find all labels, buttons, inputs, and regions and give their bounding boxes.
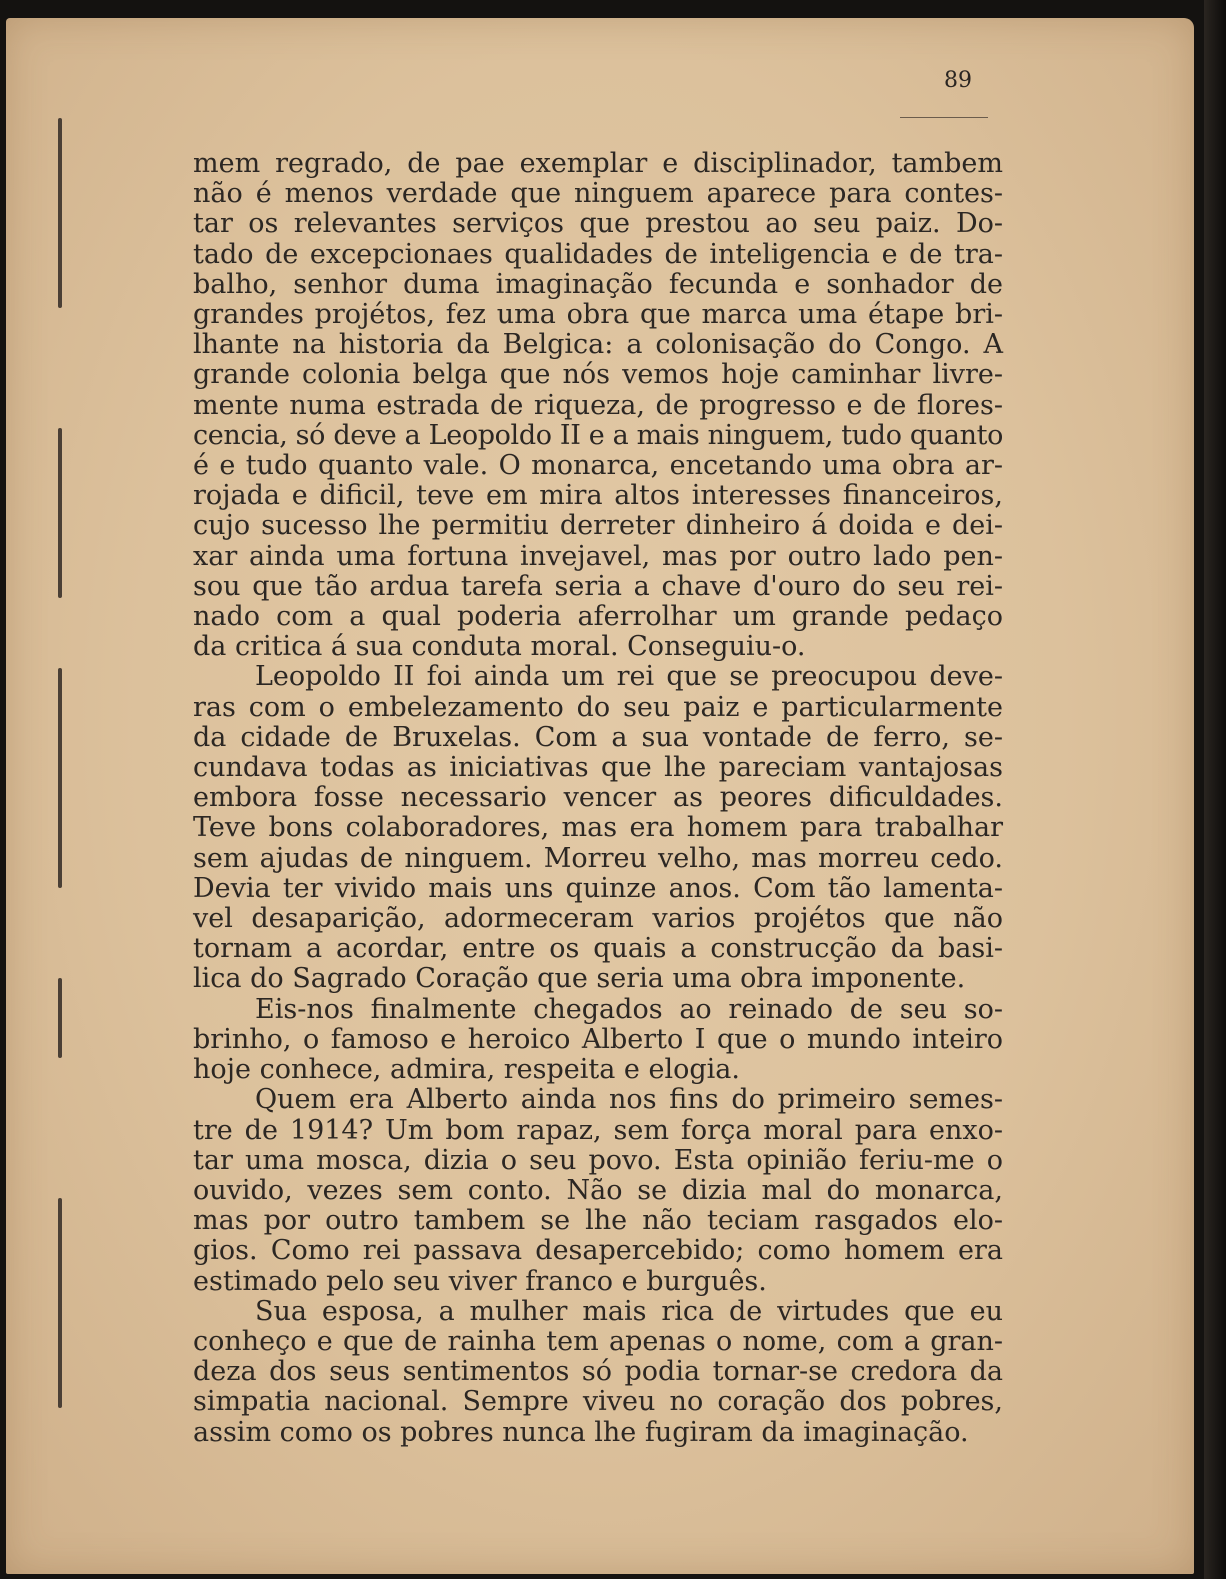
binding-mark — [58, 1198, 62, 1408]
text-line: balho, senhor duma imaginação fecunda e sonhador de — [193, 268, 1003, 300]
text-line: lica do Sagrado Coração que seria uma obra imponente. — [193, 963, 966, 995]
text-line: ras com o embelezamento do seu paiz e particularmente — [193, 691, 1003, 723]
text-line: deza dos seus sentimentos só podia tornar-se credora da — [193, 1356, 1003, 1388]
text-line: cundava todas as iniciativas que lhe pareciam vantajosas — [193, 752, 1003, 784]
text-line: nado com a qual poderia aferrolhar um grande pedaço — [193, 601, 1003, 633]
text-line: vel desaparição, adormeceram varios projétos que não — [193, 903, 1003, 935]
text-line: da critica á sua conduta moral. Conseguiu-o. — [193, 631, 806, 663]
text-line: brinho, o famoso e heroico Alberto I que o mundo inteiro — [193, 1023, 1003, 1055]
text-line: xar ainda uma fortuna invejavel, mas por outro lado pen- — [193, 540, 1003, 572]
text-line: Eis-nos finalmente chegados ao reinado de seu so- — [255, 993, 1003, 1025]
text-line: grandes projétos, fez uma obra que marca uma étape bri- — [193, 299, 1003, 331]
text-line: embora fosse necessario vencer as peores dificuldades. — [193, 782, 1003, 814]
text-line: cujo sucesso lhe permitiu derreter dinheiro á doida e dei- — [193, 510, 1003, 542]
text-line: cencia, só deve a Leopoldo II e a mais ninguem, tudo quanto — [193, 419, 1003, 451]
binding-mark — [58, 118, 62, 308]
binding-mark — [58, 668, 62, 888]
binding-mark — [58, 428, 62, 598]
binding-mark — [58, 978, 62, 1058]
text-line: Leopoldo II foi ainda um rei que se preocupou deve- — [255, 661, 1003, 693]
text-line: assim como os pobres nunca lhe fugiram da imaginação. — [193, 1416, 969, 1448]
text-line: conheço e que de rainha tem apenas o nome, com a gran- — [193, 1325, 1003, 1357]
text-line: mente numa estrada de riqueza, de progresso e de flores- — [193, 389, 1003, 421]
text-line: tar os relevantes serviços que prestou ao seu paiz. Do- — [193, 208, 1003, 240]
body-text — [193, 149, 1003, 1448]
text-line: Devia ter vivido mais uns quinze anos. Com tão lamenta- — [193, 872, 1003, 904]
text-line: hoje conhece, admira, respeita e elogia. — [193, 1054, 740, 1086]
text-line: mem regrado, de pae exemplar e disciplinador, tambem — [193, 148, 1003, 179]
text-line: tar uma mosca, dizia o seu povo. Esta opinião feriu-me o — [193, 1144, 1003, 1176]
text-line: Teve bons colaboradores, mas era homem para trabalhar — [193, 812, 1003, 844]
text-line: grande colonia belga que nós vemos hoje caminhar livre- — [193, 359, 1003, 391]
text-line: sem ajudas de ninguem. Morreu velho, mas morreu cedo. — [193, 842, 1003, 874]
text-line: Quem era Alberto ainda nos fins do primeiro semes- — [255, 1084, 1003, 1116]
text-line: tre de 1914? Um bom rapaz, sem força moral para enxo- — [193, 1114, 1003, 1146]
text-line: tornam a acordar, entre os quais a construcção da basi- — [193, 933, 1003, 965]
text-line: da cidade de Bruxelas. Com a sua vontade de ferro, se- — [193, 721, 1003, 753]
text-line: rojada e dificil, teve em mira altos interesses financeiros, — [193, 480, 1003, 512]
page-right-edge — [1204, 0, 1226, 1579]
page-number: 89 — [944, 68, 972, 93]
text-line: simpatia nacional. Sempre viveu no coração dos pobres, — [193, 1386, 1003, 1418]
text-line: mas por outro tambem se lhe não teciam rasgados elo- — [193, 1205, 1003, 1237]
page-number-rule — [900, 117, 988, 118]
text-line: gios. Como rei passava desapercebido; como homem era — [193, 1235, 1003, 1267]
text-line: lhante na historia da Belgica: a colonisação do Congo. A — [193, 329, 1003, 361]
text-line: sou que tão ardua tarefa seria a chave d'ouro do seu rei- — [193, 570, 1003, 602]
text-line: é e tudo quanto vale. O monarca, encetando uma obra ar- — [193, 450, 1003, 482]
text-line: não é menos verdade que ninguem aparece para contes- — [193, 178, 1003, 210]
text-line: estimado pelo seu viver franco e burguês. — [193, 1265, 767, 1297]
text-line: Sua esposa, a mulher mais rica de virtudes que eu — [255, 1295, 1003, 1327]
text-line: ouvido, vezes sem conto. Não se dizia mal do monarca, — [193, 1174, 1003, 1206]
text-line: tado de excepcionaes qualidades de inteligencia e de tra- — [193, 238, 1003, 270]
